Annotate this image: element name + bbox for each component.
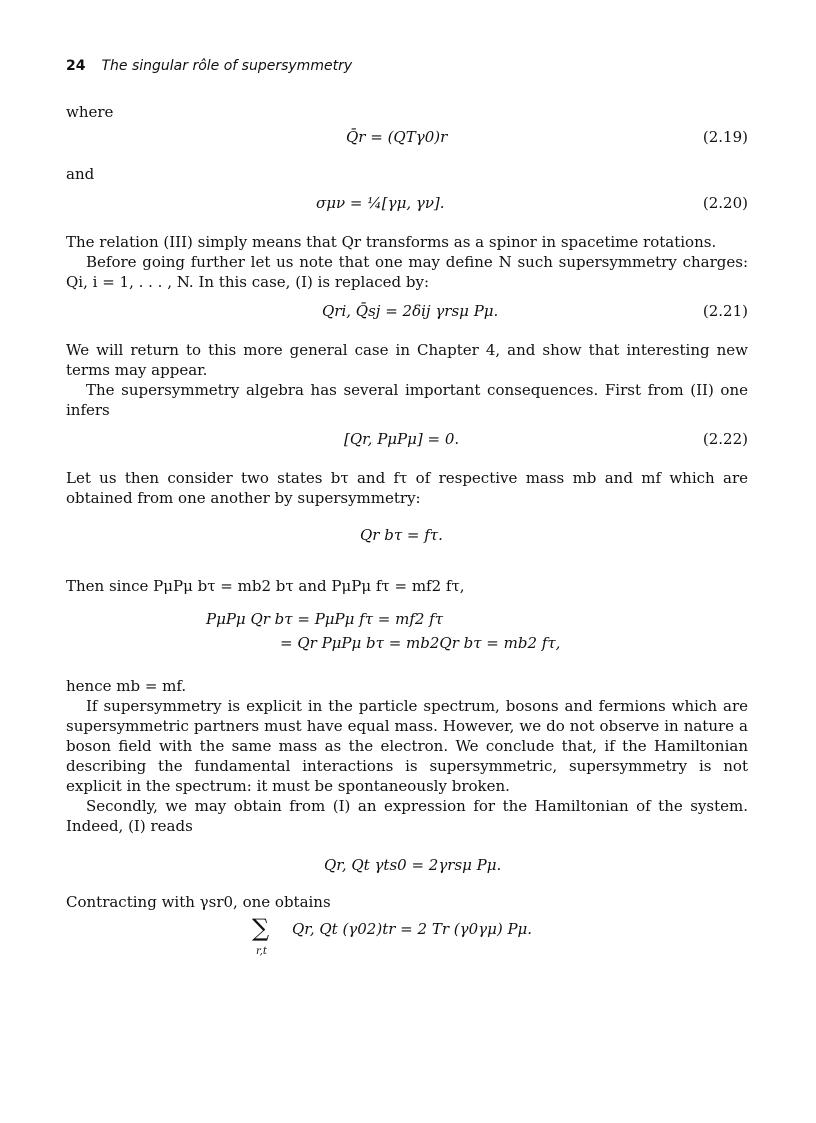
equation-reads — [66, 836, 748, 892]
equation-body: [Qr, PμPμ] = 0. — [344, 430, 460, 448]
equation-state — [66, 508, 748, 568]
paragraph: The relation (III) simply means that Qr transforms as a spinor in spacetime rotations. — [66, 233, 717, 251]
equation-number: (2.21) — [702, 302, 748, 320]
equation-body: Q̄r = (QTγ0)r — [346, 128, 448, 146]
paragraph: We will return to this more general case in Chapter 4, and show that interesting new terms may appear. — [66, 341, 748, 379]
equation-number: (2.22) — [702, 430, 748, 448]
paragraph: Let us then consider two states bτ and fτ of respective mass mb and mf which are obtained from one another by supersymmetry: — [66, 469, 748, 507]
equation-2-19 — [66, 122, 748, 156]
equation-body: Qr, Qt γts0 = 2γrsμ Pμ. — [324, 856, 502, 874]
page-number: 24 — [66, 58, 86, 74]
equation-2-21 — [66, 292, 748, 332]
paragraph: Secondly, we may obtain from (I) an expression for the Hamiltonian of the system. Indeed, (I) reads — [66, 797, 748, 835]
running-title: The singular rôle of supersymmetry — [101, 58, 353, 74]
equation-body: Qr bτ = fτ. — [360, 526, 443, 544]
page — [66, 58, 748, 972]
equation-2-22 — [66, 420, 748, 460]
running-header — [66, 58, 748, 74]
paragraph: Then since PμPμ bτ = mb2 bτ and PμPμ fτ = mf2 fτ, — [66, 577, 465, 595]
equation-2-20 — [66, 184, 748, 224]
text-and: and — [66, 165, 95, 183]
equation-multiline — [66, 604, 748, 668]
equation-number: (2.20) — [702, 194, 748, 212]
equation-body: σμν = ¼[γμ, γν]. — [316, 194, 445, 212]
equation-line-2: = Qr PμPμ bτ = mb2Qr bτ = mb2 fτ, — [280, 634, 561, 652]
sum-subscript: r,t — [256, 946, 267, 957]
paragraph: If supersymmetry is explicit in the particle spectrum, bosons and fermions which are supersymmetric partners must have equal mass. However, we do not observe in nature a boson field with the same mass as the electron. We conclude that, if the Hamiltonian describing the fundamental interactions is supersymmetric, supersymmetry is not explicit in the spectrum: it must be spontaneously broken. — [66, 697, 748, 795]
paragraph: hence mb = mf. — [66, 677, 187, 695]
paragraph: The supersymmetry algebra has several important consequences. First from (II) one infers — [66, 381, 748, 419]
equation-line-1: PμPμ Qr bτ = PμPμ fτ = mf2 fτ — [206, 610, 444, 628]
sum-symbol: ∑ — [252, 914, 270, 942]
equation-body: Qri, Q̄sj = 2δij γrsμ Pμ. — [322, 302, 499, 320]
equation-number: (2.19) — [702, 128, 748, 146]
equation-sum — [66, 912, 748, 972]
paragraph: Contracting with γsr0, one obtains — [66, 893, 331, 911]
text-where: where — [66, 103, 114, 121]
equation-body: Qr, Qt (γ02)tr = 2 Tr (γ0γμ) Pμ. — [292, 920, 533, 938]
paragraph: Before going further let us note that one may define N such supersymmetry charges: Qi, i = 1, . . . , N. In this case, (I) is replaced by: — [66, 253, 748, 291]
